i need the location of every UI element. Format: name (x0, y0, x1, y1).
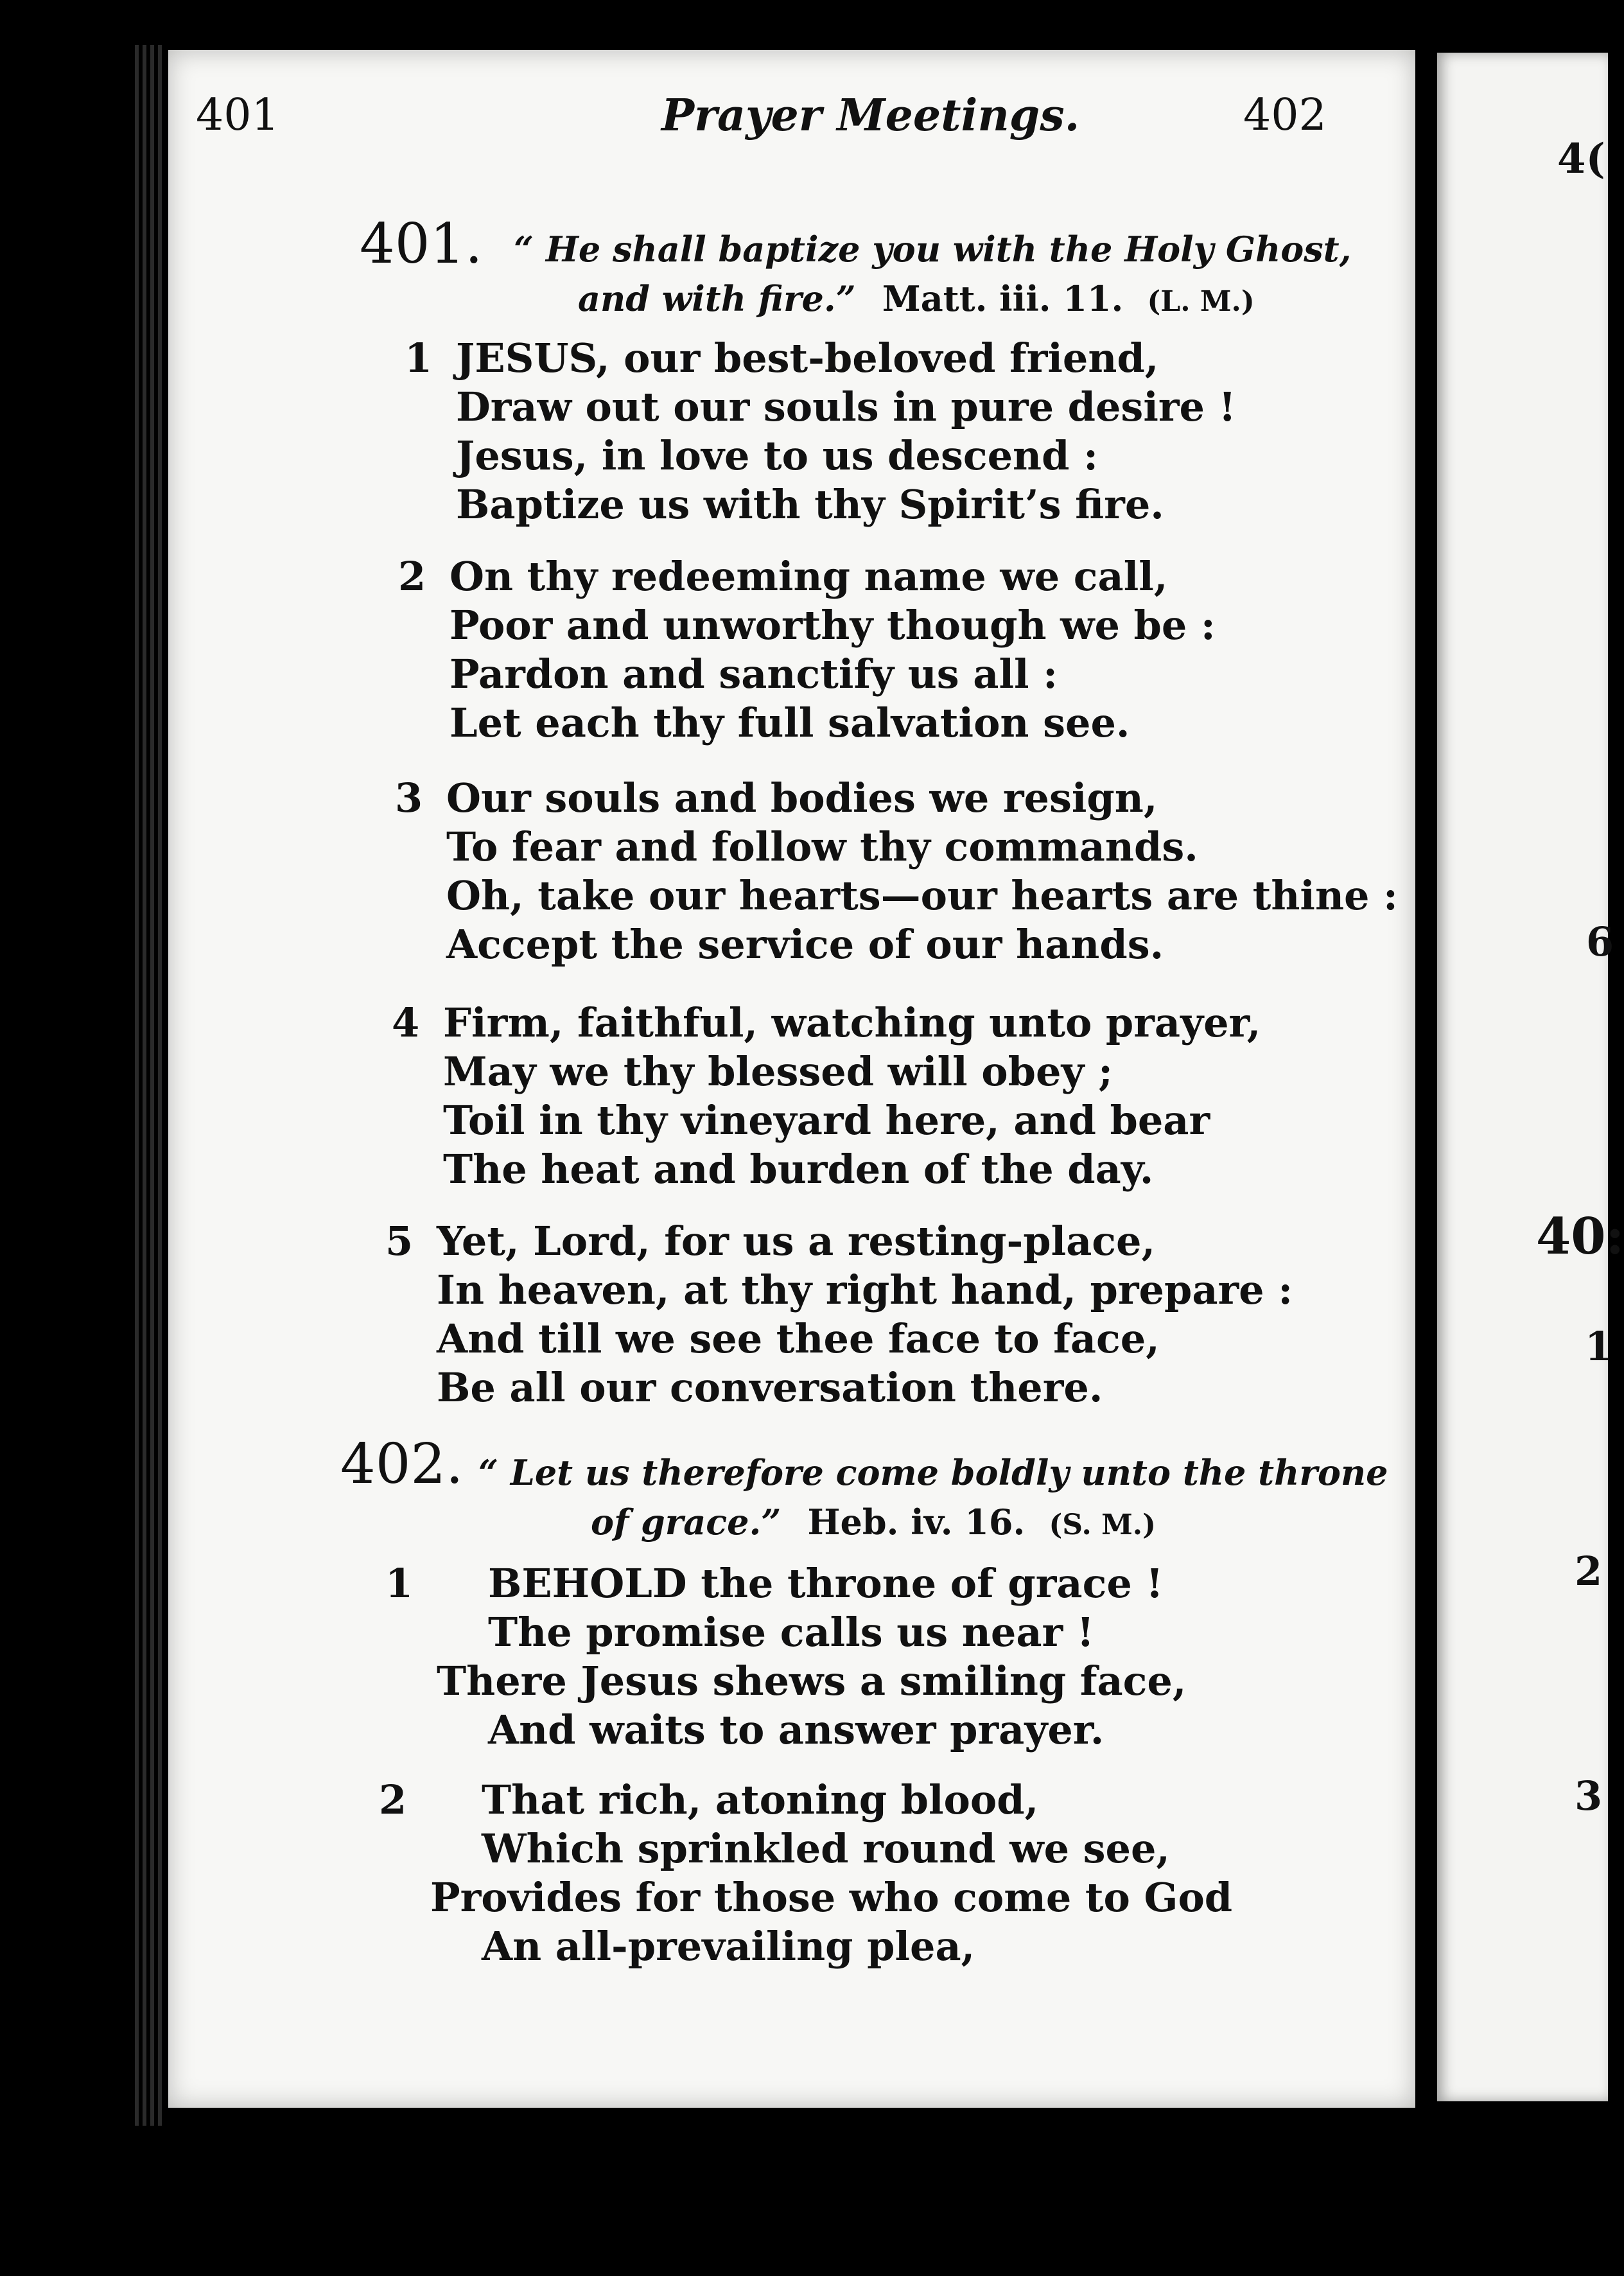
next-page-fragment: 2 (1575, 1548, 1603, 1595)
hymn-402-stanza-1 (385, 1559, 1186, 1755)
next-page-fragment: 40: (1536, 1207, 1624, 1266)
stanza-line: Firm, faithful, watching unto prayer, (443, 999, 1261, 1046)
stanza-number: 1 (385, 1560, 414, 1607)
stanza-line: And till we see thee face to face, (437, 1315, 1160, 1362)
stanza-line: The heat and burden of the day. (443, 1146, 1154, 1193)
page-gutter (1415, 45, 1437, 2126)
stanza-line: Draw out our souls in pure desire ! (456, 383, 1236, 430)
stanza-line: Our souls and bodies we resign, (446, 775, 1158, 821)
meter-label: (S. M.) (1049, 1509, 1156, 1541)
stanza-line: JESUS, our best-beloved friend, (456, 335, 1159, 381)
running-title: Prayer Meetings. (661, 90, 1080, 141)
hymn-402-epigraph (478, 1448, 1388, 1550)
stanza-line: BEHOLD the throne of grace ! (488, 1560, 1164, 1607)
stanza-line: Baptize us with thy Spirit’s fire. (456, 481, 1164, 528)
stanza-line: Provides for those who come to God (430, 1874, 1233, 1921)
stanza-line: Pardon and sanctify us all : (450, 651, 1058, 697)
scripture-reference: Matt. iii. 11. (882, 278, 1124, 319)
stanza-number: 3 (395, 775, 423, 821)
epigraph-line-2: and with fire.” (578, 278, 856, 319)
stanza-line: An all-prevailing plea, (482, 1923, 975, 1970)
stanza-line: There Jesus shews a smiling face, (437, 1658, 1187, 1704)
stanza-line: Yet, Lord, for us a resting-place, (437, 1218, 1156, 1265)
page-number-right: 402 (1243, 90, 1327, 141)
book-binding-edge (135, 45, 164, 2126)
stanza-line: The promise calls us near ! (488, 1609, 1094, 1656)
epigraph-line-2: of grace.” (591, 1501, 781, 1543)
stanza-line: To fear and follow thy commands. (446, 823, 1198, 870)
hymn-402-stanza-2 (379, 1776, 1232, 1971)
hymn-401-epigraph (514, 225, 1351, 326)
next-page-fragment: 3 (1575, 1773, 1603, 1819)
stanza-line: Poor and unworthy though we be : (450, 602, 1216, 649)
stanza-line: May we thy blessed will obey ; (443, 1048, 1113, 1095)
stanza-line: Oh, take our hearts—our hearts are thine : (446, 872, 1398, 919)
hymn-401-stanza-4 (392, 999, 1261, 1194)
hymn-number-402: 402. (340, 1432, 464, 1496)
stanza-line: Accept the service of our hands. (446, 921, 1164, 968)
stanza-number: 4 (392, 999, 420, 1046)
hymn-401-stanza-2 (398, 552, 1216, 748)
stanza-line: That rich, atoning blood, (482, 1776, 1039, 1823)
stanza-number: 2 (379, 1776, 407, 1823)
hymn-401-stanza-5 (385, 1217, 1293, 1412)
epigraph-line-1: “ Let us therefore come boldly unto the throne (478, 1452, 1388, 1493)
hymn-number-401: 401. (360, 212, 483, 276)
next-page-fragment: 1 (1585, 1323, 1613, 1370)
stanza-line: Jesus, in love to us descend : (456, 432, 1098, 479)
stanza-line: Toil in thy vineyard here, and bear (443, 1097, 1210, 1144)
stanza-number: 5 (385, 1218, 414, 1265)
page-number-left: 401 (196, 90, 279, 141)
stanza-line: Which sprinkled round we see, (482, 1825, 1171, 1872)
scripture-reference: Heb. iv. 16. (807, 1501, 1026, 1543)
epigraph-line-1: “ He shall baptize you with the Holy Ghost, (514, 229, 1352, 270)
stanza-line: Be all our conversation there. (437, 1364, 1103, 1411)
hymn-401-stanza-1 (405, 334, 1236, 529)
stanza-line: Let each thy full salvation see. (450, 699, 1130, 746)
stanza-number: 1 (405, 335, 433, 381)
meter-label: (L. M.) (1147, 285, 1255, 318)
next-page-number-fragment: 4( (1557, 135, 1605, 183)
stanza-line: On thy redeeming name we call, (450, 553, 1168, 600)
stanza-line: In heaven, at thy right hand, prepare : (437, 1266, 1293, 1313)
stanza-line: And waits to answer prayer. (488, 1706, 1104, 1753)
hymn-401-stanza-3 (395, 774, 1398, 969)
stanza-number: 2 (398, 553, 426, 600)
next-page-fragment: 6 (1586, 918, 1614, 965)
